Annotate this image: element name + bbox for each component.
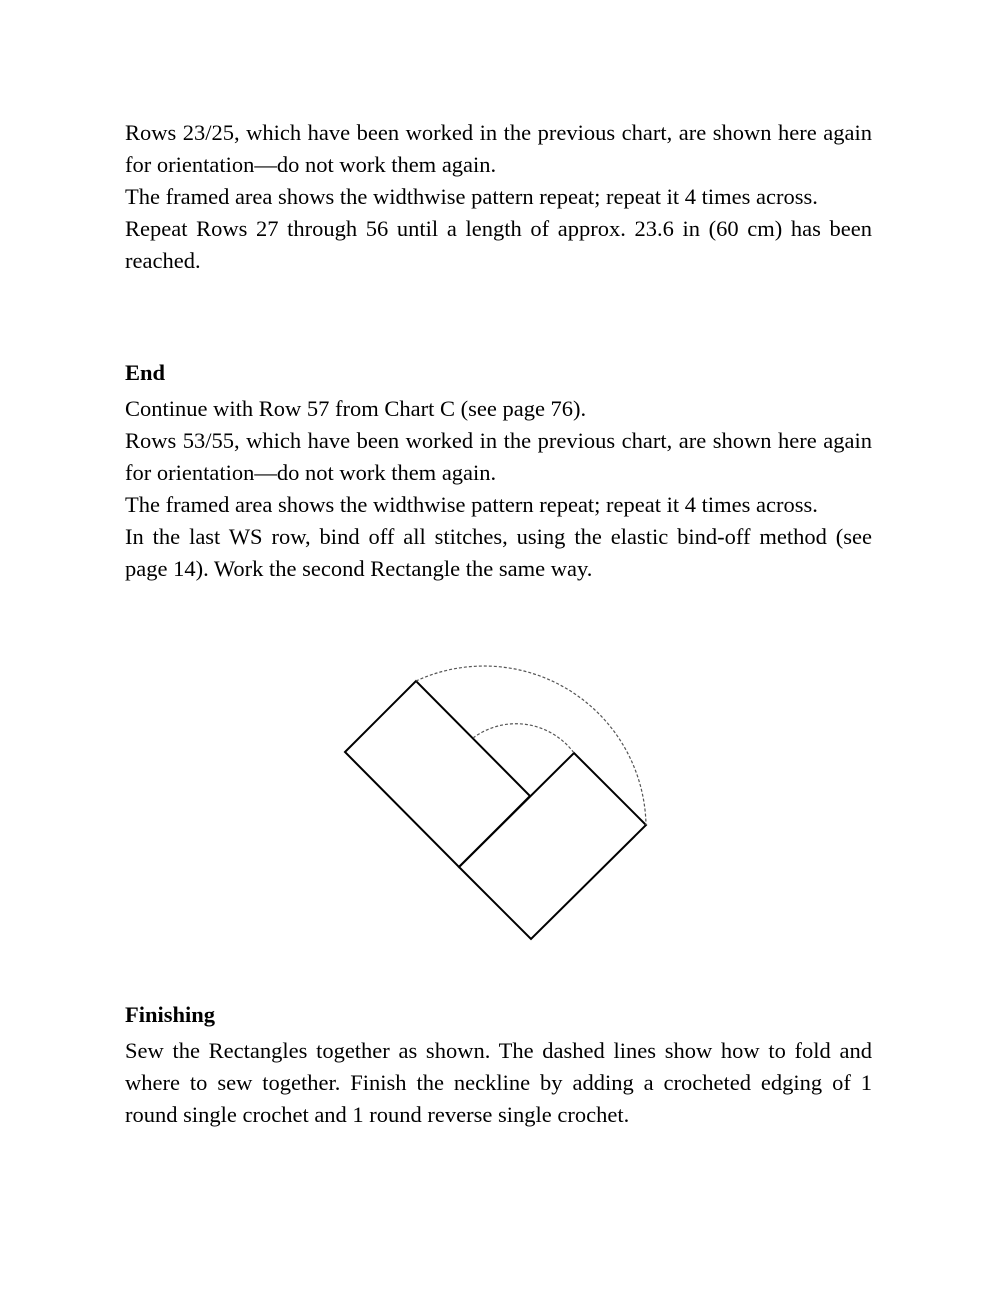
rectangle-upper-left: [345, 681, 530, 867]
end-heading: End: [125, 360, 166, 385]
intro-paragraph-3: Repeat Rows 27 through 56 until a length of approx. 23.6 in (60 cm) has been reached.: [125, 216, 872, 273]
intro-section: [125, 117, 872, 277]
end-paragraph-3: The framed area shows the widthwise pattern repeat; repeat it 4 times across.: [125, 492, 818, 517]
finishing-heading: Finishing: [125, 1002, 216, 1027]
intro-paragraph-1: Rows 23/25, which have been worked in the previous chart, are shown here again for orientation—do not work them again.: [125, 120, 872, 177]
intro-paragraph-2: The framed area shows the widthwise pattern repeat; repeat it 4 times across.: [125, 184, 818, 209]
inner-fold-arc: [473, 724, 574, 753]
end-paragraph-1: Continue with Row 57 from Chart C (see page 76).: [125, 396, 587, 421]
fold-lines: [416, 666, 646, 825]
end-paragraph-2: Rows 53/55, which have been worked in the previous chart, are shown here again for orientation—do not work them again.: [125, 428, 872, 485]
finishing-paragraph-1: Sew the Rectangles together as shown. The dashed lines show how to fold and where to sew together. Finish the neckline by adding a crocheted edging of 1 round single crochet and 1 round reverse single crochet.: [125, 1038, 872, 1127]
finishing-section: [125, 1035, 872, 1131]
outer-fold-arc: [416, 666, 646, 825]
rectangle-lower-right: [459, 753, 646, 939]
end-section: [125, 393, 872, 585]
end-paragraph-4: In the last WS row, bind off all stitches, using the elastic bind-off method (see page 14). Work the second Rectangle the same way.: [125, 524, 872, 581]
